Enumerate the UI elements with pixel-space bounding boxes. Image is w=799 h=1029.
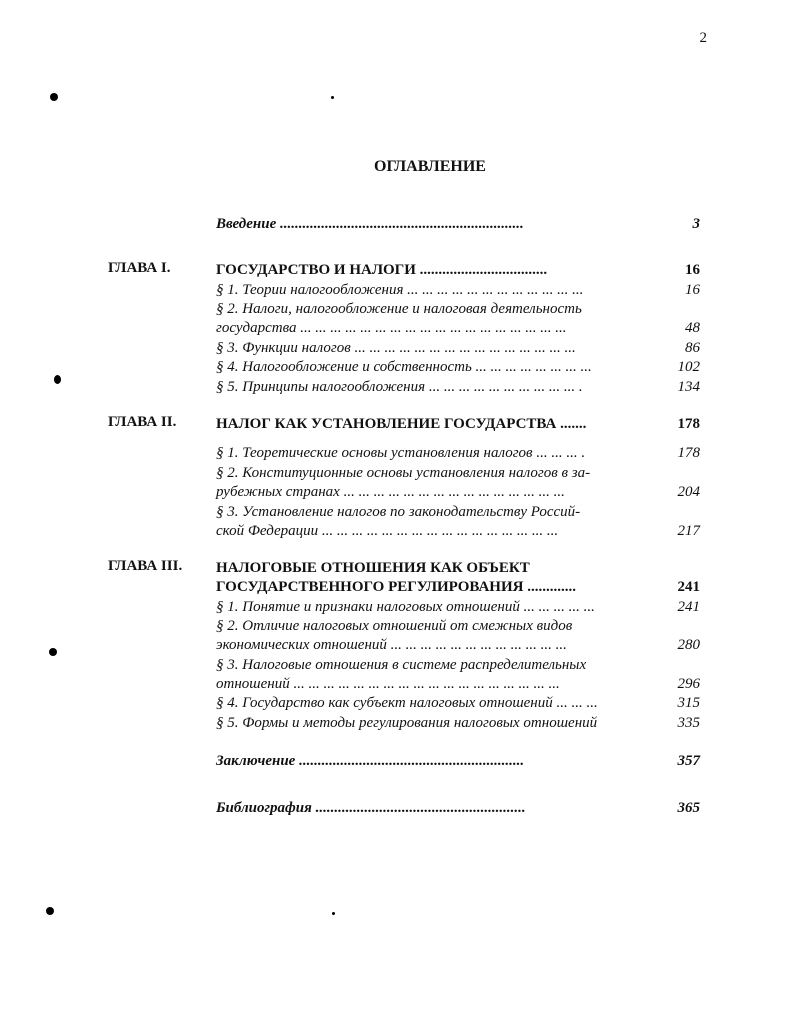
toc-entry: § 1. Теоретические основы установления налогов ... ... ... . 178 — [216, 445, 700, 461]
bibliography-entry: Библиография ........................................................ 365 — [216, 800, 700, 816]
toc-entry: § 1. Понятие и признаки налоговых отношений ... ... ... ... ... 241 — [216, 599, 700, 615]
intro-entry: Введение ................................................................. 3 — [216, 216, 700, 232]
toc-entry: § 1. Теории налогообложения ... ... ... ... ... ... ... ... ... ... ... ... 16 — [216, 282, 700, 298]
scan-speck — [54, 375, 61, 384]
scan-speck — [332, 912, 335, 915]
chapter-3-heading: ГОСУДАРСТВЕННОГО РЕГУЛИРОВАНИЯ ............. 241 — [216, 579, 700, 595]
toc-entry: § 2. Отличие налоговых отношений от смежных видов — [216, 618, 573, 634]
page-number: 2 — [699, 30, 707, 46]
toc-entry: § 4. Налогообложение и собственность ... ... ... ... ... ... ... ... 102 — [216, 359, 700, 375]
page-title: ОГЛАВЛЕНИЕ — [374, 158, 486, 175]
chapter-1-label: ГЛАВА I. — [108, 260, 171, 276]
chapter-3-heading-line1: НАЛОГОВЫЕ ОТНОШЕНИЯ КАК ОБЪЕКТ — [216, 560, 530, 576]
scan-speck — [46, 907, 54, 915]
toc-entry: § 2. Конституционные основы установления налогов в за- — [216, 465, 591, 481]
chapter-3-label: ГЛАВА III. — [108, 558, 183, 574]
toc-entry: § 3. Функции налогов ... ... ... ... ... ... ... ... ... ... ... ... ... ... ... 86 — [216, 340, 700, 356]
toc-entry: рубежных странах ... ... ... ... ... ... ... ... ... ... ... ... ... ... ... 204 — [216, 484, 700, 500]
toc-entry: § 4. Государство как субъект налоговых отношений ... ... ... 315 — [216, 695, 700, 711]
scan-speck — [331, 96, 334, 99]
chapter-2-heading: НАЛОГ КАК УСТАНОВЛЕНИЕ ГОСУДАРСТВА ....... 178 — [216, 416, 700, 432]
toc-entry: экономических отношений ... ... ... ... ... ... ... ... ... ... ... ... 280 — [216, 637, 700, 653]
scan-speck — [50, 93, 58, 101]
chapter-1-heading: ГОСУДАРСТВО И НАЛОГИ .................................. 16 — [216, 262, 700, 278]
chapter-2-label: ГЛАВА II. — [108, 414, 177, 430]
toc-entry: государства ... ... ... ... ... ... ... ... ... ... ... ... ... ... ... ... ... ... 48 — [216, 320, 700, 336]
toc-entry: § 3. Налоговые отношения в системе распределительных — [216, 657, 587, 673]
toc-entry: § 3. Установление налогов по законодательству Россий- — [216, 504, 581, 520]
toc-entry: § 2. Налоги, налогообложение и налоговая деятельность — [216, 301, 582, 317]
toc-entry: § 5. Принципы налогообложения ... ... ... ... ... ... ... ... ... ... . 134 — [216, 379, 700, 395]
scan-speck — [49, 648, 57, 656]
toc-entry: ской Федерации ... ... ... ... ... ... ... ... ... ... ... ... ... ... ... ... 217 — [216, 523, 700, 539]
toc-entry: отношений ... ... ... ... ... ... ... ... ... ... ... ... ... ... ... ... ... ... 296 — [216, 676, 700, 692]
toc-entry: § 5. Формы и методы регулирования налоговых отношений 335 — [216, 715, 700, 731]
conclusion-entry: Заключение ............................................................ 357 — [216, 753, 700, 769]
